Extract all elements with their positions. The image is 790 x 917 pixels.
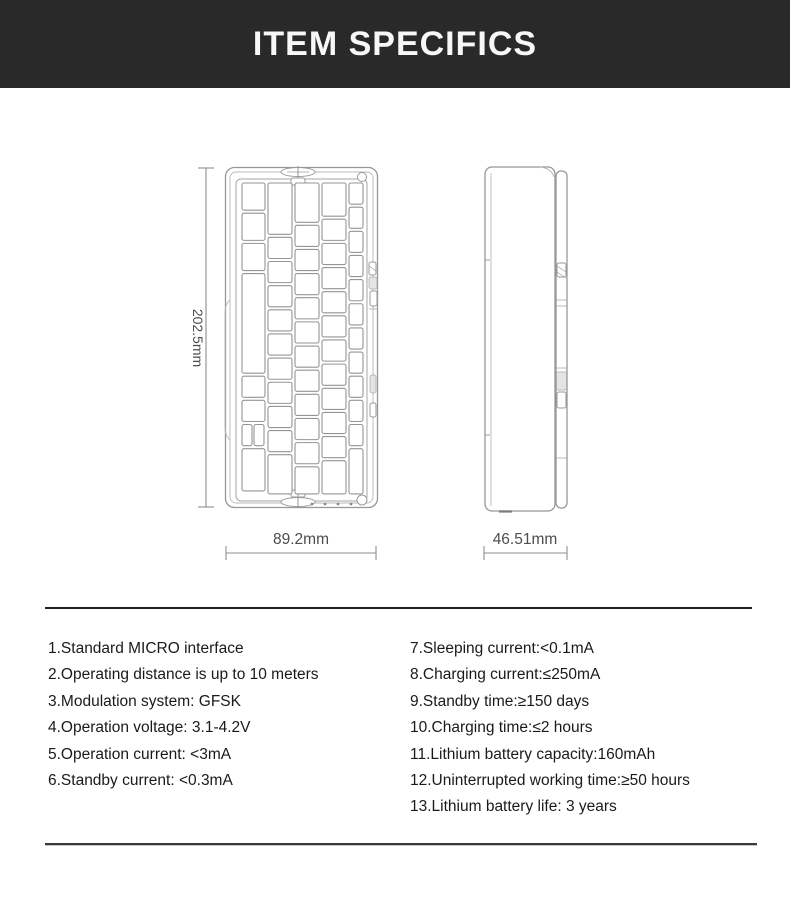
divider-top — [45, 607, 752, 609]
keyboard-side-view — [485, 167, 567, 512]
width-dimension-label: 89.2mm — [273, 531, 329, 548]
width-dimension — [226, 531, 376, 560]
spec-item: 9.Standby time:≥150 days — [410, 692, 590, 710]
spec-list-right — [410, 636, 690, 821]
side-width-dimension-label: 46.51mm — [492, 531, 558, 548]
header-banner — [0, 0, 790, 88]
spec-item: 6.Standby current: <0.3mA — [48, 772, 233, 790]
divider-bottom — [45, 843, 757, 845]
spec-item: 1.Standard MICRO interface — [48, 640, 244, 657]
spec-item: 4.Operation voltage: 3.1-4.2V — [48, 719, 251, 737]
spec-section — [0, 636, 790, 836]
height-dimension — [190, 168, 214, 507]
spec-item: 5.Operation current: <3mA — [48, 745, 232, 763]
spec-item: 2.Operating distance is up to 10 meters — [48, 666, 319, 684]
spec-item: 12.Uninterrupted working time:≥50 hours — [410, 772, 690, 790]
keyboard-technical-drawing — [0, 88, 790, 600]
spec-list-left — [48, 636, 319, 794]
page-title: ITEM SPECIFICS — [252, 24, 538, 63]
spec-item: 10.Charging time:≤2 hours — [410, 719, 593, 737]
spec-item: 8.Charging current:≤250mA — [410, 666, 601, 684]
side-width-dimension — [484, 531, 567, 560]
bottom-corner-screw — [357, 495, 367, 505]
spec-item: 11.Lithium battery capacity:160mAh — [410, 745, 656, 763]
spec-item: 3.Modulation system: GFSK — [48, 692, 241, 710]
top-corner-screw — [358, 173, 367, 182]
spec-item: 7.Sleeping current:<0.1mA — [410, 640, 594, 657]
keyboard-top-view — [225, 166, 378, 508]
height-dimension-label: 202.5mm — [190, 308, 206, 368]
spec-item: 13.Lithium battery life: 3 years — [410, 798, 617, 816]
